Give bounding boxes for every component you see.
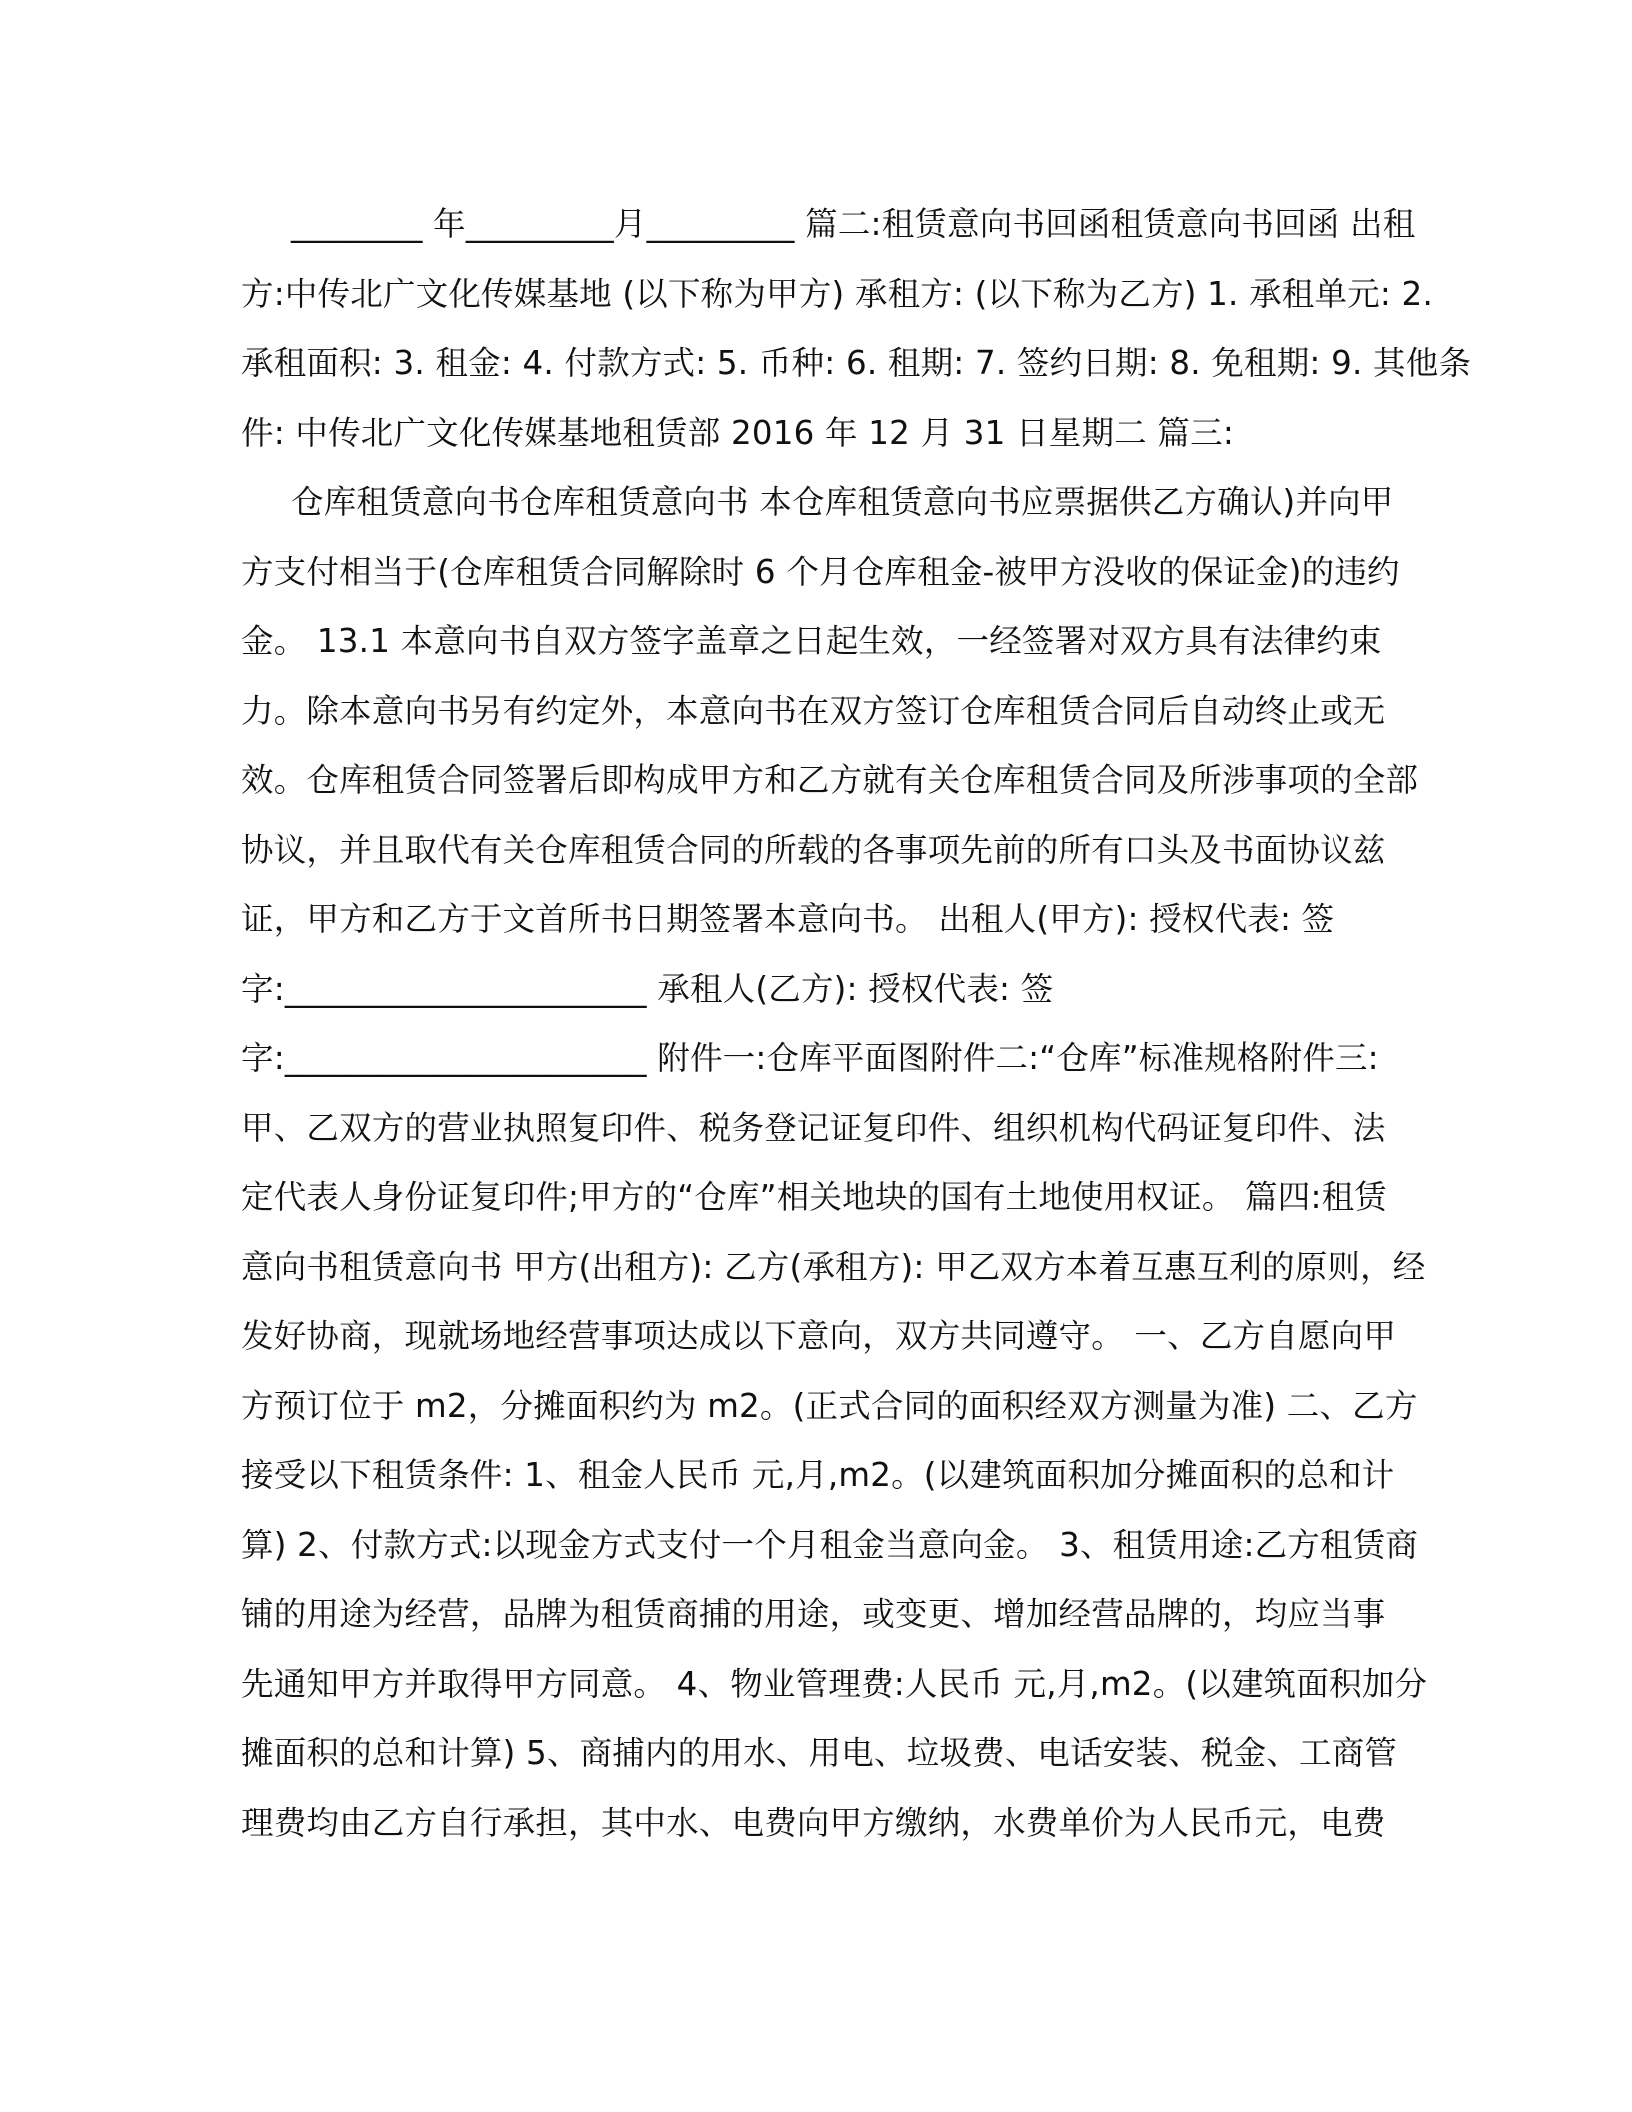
- text-line: 甲、乙双方的营业执照复印件、税务登记证复印件、组织机构代码证复印件、法: [241, 1108, 1386, 1147]
- text-line: ________ 年_________月_________ 篇二:租赁意向书回函租赁意向书回函 出租: [291, 205, 1416, 243]
- text-line: 方:中传北广文化传媒基地 (以下称为甲方) 承租方: (以下称为乙方) 1. 承租单元: 2.: [241, 274, 1433, 313]
- text-line: 接受以下租赁条件: 1、租金人民币 元,月,m2。(以建筑面积加分摊面积的总和计: [241, 1456, 1395, 1494]
- text-line: 发好协商，现就场地经营事项达成以下意向，双方共同遵守。 一、乙方自愿向甲: [241, 1317, 1397, 1355]
- text-line: 字:______________________ 承租人(乙方): 授权代表: 签: [241, 969, 1054, 1008]
- text-line: 件: 中传北广文化传媒基地租赁部 2016 年 12 月 31 日星期二 篇三:: [241, 413, 1234, 452]
- text-line: 协议，并且取代有关仓库租赁合同的所载的各事项先前的所有口头及书面协议兹: [241, 830, 1386, 869]
- text-line: 承租面积: 3. 租金: 4. 付款方式: 5. 币种: 6. 租期: 7. 签约日期: 8. 免租期: 9. 其他条: [241, 344, 1472, 382]
- text-line: 方支付相当于(仓库租赁合同解除时 6 个月仓库租金-被甲方没收的保证金)的违约: [241, 552, 1400, 591]
- text-line: 效。仓库租赁合同签署后即构成甲方和乙方就有关仓库租赁合同及所涉事项的全部: [241, 761, 1419, 799]
- text-line: 证，甲方和乙方于文首所书日期签署本意向书。 出租人(甲方): 授权代表: 签: [241, 900, 1335, 938]
- text-line: 算) 2、付款方式:以现金方式支付一个月租金当意向金。 3、租赁用途:乙方租赁商: [241, 1525, 1419, 1564]
- text-line: 铺的用途为经营，品牌为租赁商捕的用途，或变更、增加经营品牌的，均应当事: [241, 1595, 1386, 1633]
- text-line: 先通知甲方并取得甲方同意。 4、物业管理费:人民币 元,月,m2。(以建筑面积加分: [241, 1664, 1428, 1703]
- text-line: 字:______________________ 附件一:仓库平面图附件二:“仓库”标准规格附件三:: [241, 1039, 1379, 1077]
- text-line: 方预订位于 m2，分摊面积约为 m2。(正式合同的面积经双方测量为准) 二、乙方: [241, 1386, 1418, 1425]
- document-body: [241, 190, 1472, 1858]
- text-line: 摊面积的总和计算) 5、商捕内的用水、用电、垃圾费、电话安装、税金、工商管: [241, 1734, 1398, 1772]
- text-line: 定代表人身份证复印件;甲方的“仓库”相关地块的国有土地使用权证。 篇四:租赁: [241, 1178, 1388, 1216]
- text-line: 意向书租赁意向书 甲方(出租方): 乙方(承租方): 甲乙双方本着互惠互利的原则，经: [241, 1247, 1426, 1286]
- text-line: 金。 13.1 本意向书自双方签字盖章之日起生效，一经签署对双方具有法律约束: [241, 622, 1382, 660]
- text-line: 仓库租赁意向书仓库租赁意向书 本仓库租赁意向书应票据供乙方确认)并向甲: [291, 483, 1394, 521]
- text-line: 力。除本意向书另有约定外，本意向书在双方签订仓库租赁合同后自动终止或无: [241, 691, 1386, 730]
- text-line: 理费均由乙方自行承担，其中水、电费向甲方缴纳，水费单价为人民币元，电费: [241, 1803, 1386, 1842]
